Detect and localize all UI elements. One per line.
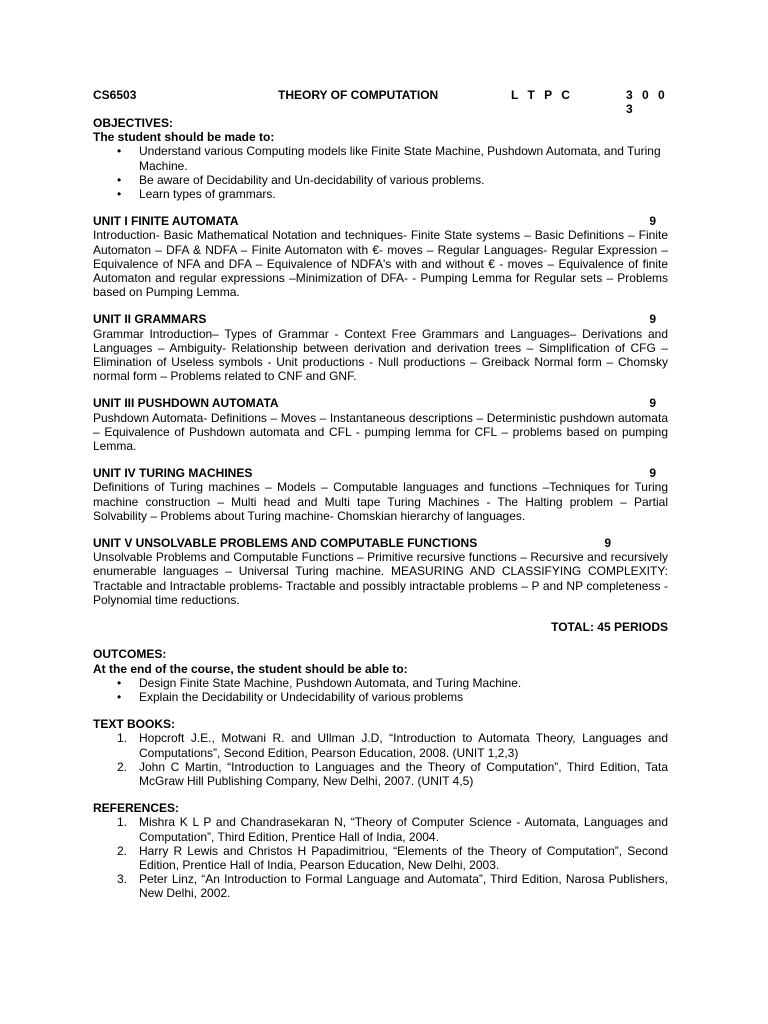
item-number: 1. bbox=[117, 731, 128, 746]
text-book-item bbox=[117, 731, 668, 759]
outcome-item: • Explain the Decidability or Undecidability of various problems bbox=[117, 690, 668, 704]
course-header bbox=[93, 88, 668, 117]
unit-4-section bbox=[93, 466, 668, 523]
unit-4-title bbox=[93, 466, 668, 480]
reference-item bbox=[117, 844, 668, 872]
outcomes-lead: At the end of the course, the student should be able to: bbox=[93, 661, 408, 676]
unit-hours: 9 bbox=[649, 396, 656, 411]
unit-title-text: UNIT IV TURING MACHINES bbox=[93, 466, 253, 481]
outcomes-list bbox=[93, 676, 668, 704]
unit-1-section bbox=[93, 214, 668, 299]
reference-item bbox=[117, 872, 668, 900]
unit-3-section bbox=[93, 396, 668, 453]
unit-1-title bbox=[93, 214, 668, 228]
unit-1-body: Introduction- Basic Mathematical Notation and techniques- Finite State systems – Basic Definitions – Finite Automaton – DFA & NDFA – Finite Automaton with €- moves – Regular Languages- Regular Expression – Equivalence of NFA and DFA – Equivalence of NDFA's with and without € - moves – Equivalence of finite Automaton and regular expressions –Minimization of DFA- - Pumping Lemma for Regular sets – Problems based on Pumping Lemma. bbox=[93, 228, 668, 300]
unit-3-body: Pushdown Automata- Definitions – Moves – Instantaneous descriptions – Deterministic pushdown automata – Equivalence of Pushdown automata and CFL - pumping lemma for CFL – problems based on pumping Lemma. bbox=[93, 410, 668, 454]
unit-hours: 9 bbox=[649, 214, 656, 229]
unit-title-text: UNIT III PUSHDOWN AUTOMATA bbox=[93, 396, 279, 411]
objectives-list bbox=[93, 144, 668, 201]
objective-item: • Be aware of Decidability and Un-decidability of various problems. bbox=[117, 173, 668, 187]
item-number: 2. bbox=[117, 759, 128, 774]
unit-3-title bbox=[93, 396, 668, 410]
credits-value: 3 0 0 3 bbox=[626, 88, 668, 117]
ltpc-label: L T P C bbox=[511, 88, 573, 102]
course-title: THEORY OF COMPUTATION bbox=[278, 88, 439, 102]
unit-2-section bbox=[93, 312, 668, 383]
unit-title-text: UNIT II GRAMMARS bbox=[93, 312, 207, 327]
unit-4-body: Definitions of Turing machines – Models – Computable languages and functions –Techniques for Turing machine construction – Multi head and Multi tape Turing Machines - The Halting problem – Partial Solvability – Problems about Turing machine- Chomskian hierarchy of languages. bbox=[93, 480, 668, 523]
references-list bbox=[93, 815, 668, 900]
unit-5-section bbox=[93, 536, 668, 607]
objectives-section bbox=[93, 116, 668, 201]
objective-item: • Understand various Computing models like Finite State Machine, Pushdown Automata, and Turing Machine. bbox=[117, 144, 668, 172]
objective-item: • Learn types of grammars. bbox=[117, 187, 668, 201]
objectives-title: OBJECTIVES: bbox=[93, 116, 174, 130]
syllabus-content bbox=[93, 88, 668, 901]
item-number: 2. bbox=[117, 843, 128, 858]
outcomes-section bbox=[93, 647, 668, 704]
item-text: Hopcroft J.E., Motwani R. and Ullman J.D, “Introduction to Automata Theory, Languages and Computations”, Second Edition, Pearson Education, 2008. (UNIT 1,2,3) bbox=[139, 731, 668, 760]
text-books-title: TEXT BOOKS: bbox=[93, 717, 176, 732]
unit-title-text: UNIT I FINITE AUTOMATA bbox=[93, 214, 239, 229]
unit-title-text: UNIT V UNSOLVABLE PROBLEMS AND COMPUTABLE FUNCTIONS bbox=[93, 536, 478, 551]
text-books-list bbox=[93, 731, 668, 788]
total-periods: TOTAL: 45 PERIODS bbox=[551, 620, 668, 635]
unit-hours: 9 bbox=[649, 312, 656, 327]
unit-hours: 9 bbox=[649, 466, 656, 481]
unit-2-body: Grammar Introduction– Types of Grammar - Context Free Grammars and Languages– Derivations and Languages – Ambiguity- Relationship between derivation and derivation trees – Simplification of CFG – Elimination of Useless symbols - Unit productions - Null productions – Greiback Normal form – Chomsky normal form – Problems related to CNF and GNF. bbox=[93, 326, 668, 384]
unit-hours: 9 bbox=[604, 536, 611, 551]
reference-item bbox=[117, 815, 668, 843]
unit-5-body: Unsolvable Problems and Computable Functions – Primitive recursive functions – Recursive and recursively enumerable languages – Universal Turing machine. MEASURING AND CLASSIFYING COMPLEXITY: Tractable and Intractable problems- Tractable and possibly intractable problems – P and NP completeness - Polynomial time reductions. bbox=[93, 550, 668, 607]
outcomes-title: OUTCOMES: bbox=[93, 647, 167, 662]
item-text: John C Martin, “Introduction to Languages and the Theory of Computation”, Third Edition, Tata McGraw Hill Publishing Company, New Delhi, 2007. (UNIT 4,5) bbox=[139, 759, 668, 788]
references-section bbox=[93, 801, 668, 900]
text-books-section bbox=[93, 717, 668, 788]
text-book-item bbox=[117, 760, 668, 788]
unit-5-title bbox=[93, 536, 668, 550]
unit-2-title bbox=[93, 312, 668, 326]
item-text: Harry R Lewis and Christos H Papadimitriou, “Elements of the Theory of Computation”, Second Edition, Prentice Hall of India, Pearson Education, New Delhi, 2003. bbox=[139, 843, 668, 872]
references-title: REFERENCES: bbox=[93, 801, 180, 816]
item-text: Mishra K L P and Chandrasekaran N, “Theory of Computer Science - Automata, Languages and Computation”, Third Edition, Prentice Hall of India, 2004. bbox=[139, 815, 668, 844]
outcome-item: • Design Finite State Machine, Pushdown Automata, and Turing Machine. bbox=[117, 676, 668, 690]
course-code: CS6503 bbox=[93, 88, 137, 102]
item-text: Peter Linz, “An Introduction to Formal Language and Automata”, Third Edition, Narosa Publishers, New Delhi, 2002. bbox=[139, 872, 668, 901]
item-number: 3. bbox=[117, 872, 128, 887]
item-number: 1. bbox=[117, 815, 128, 830]
objectives-lead: The student should be made to: bbox=[93, 130, 275, 145]
